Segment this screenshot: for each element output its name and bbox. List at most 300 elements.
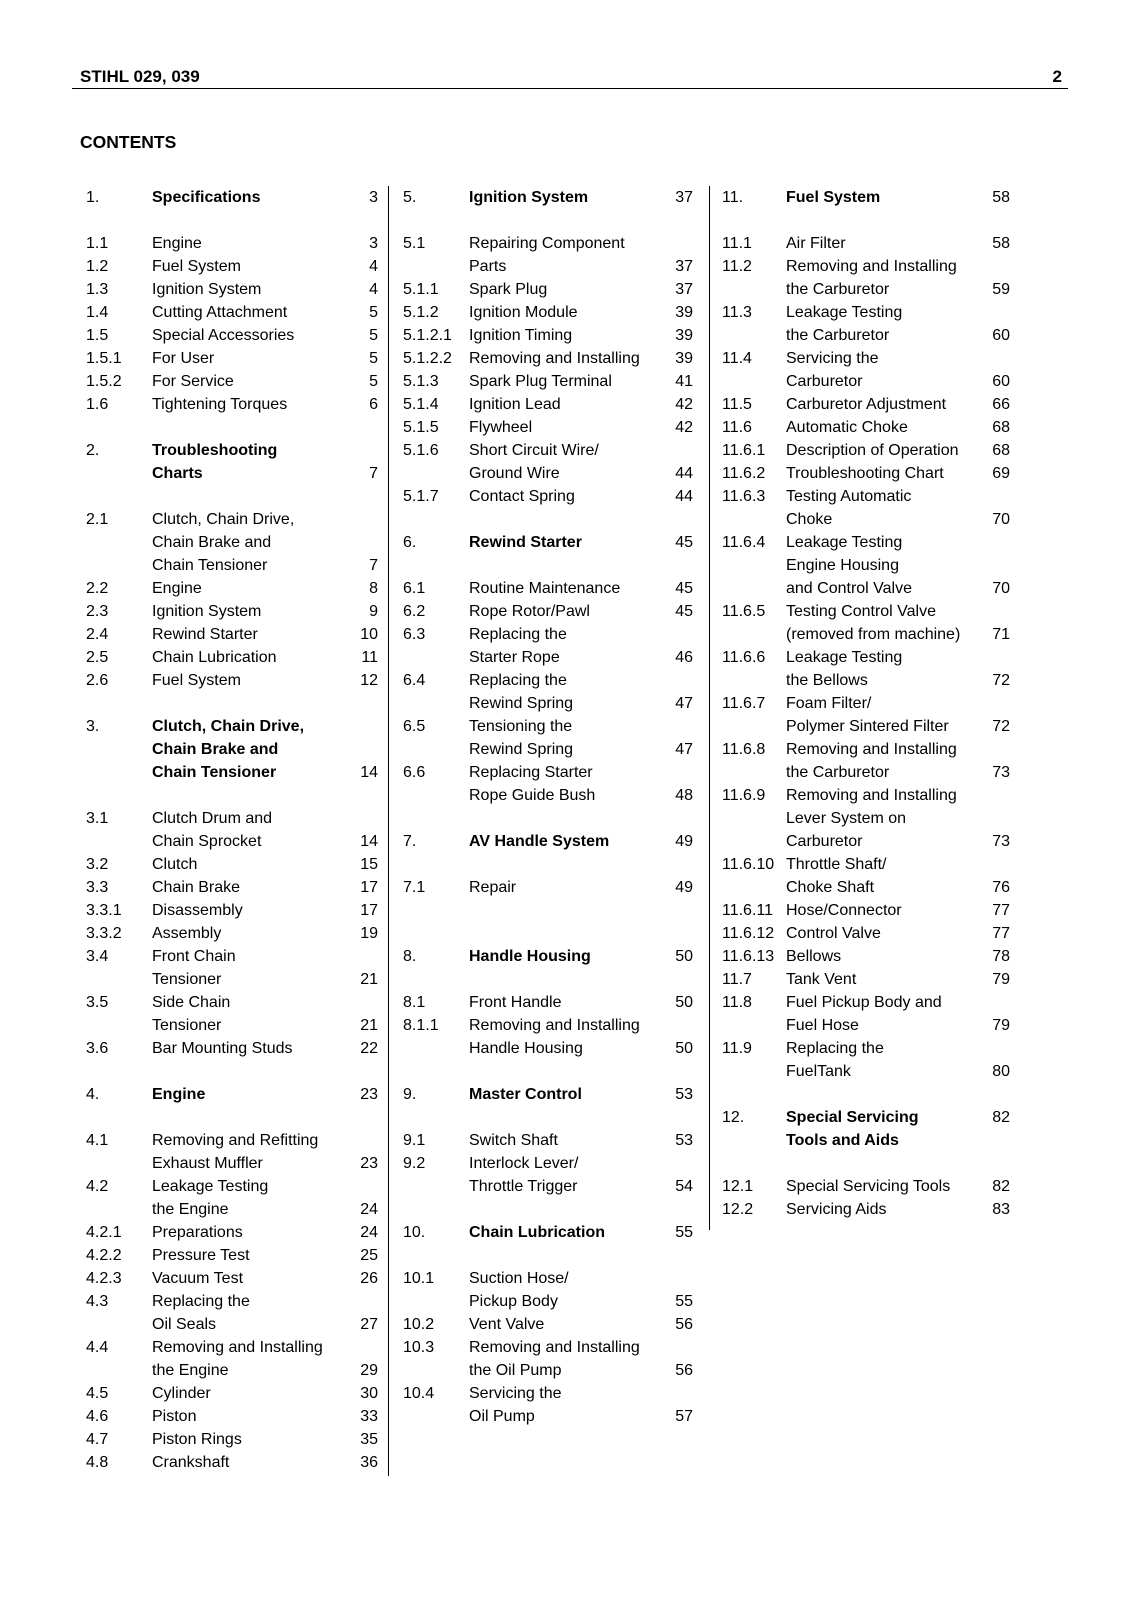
- section-title: Oil Seals: [152, 1316, 217, 1333]
- section-number: 3.4: [86, 948, 109, 965]
- toc-entry: [722, 715, 1010, 738]
- section-number: 4.4: [86, 1339, 109, 1356]
- toc-entry: [722, 462, 1010, 485]
- toc-entry: [722, 508, 1010, 531]
- section-title: Rewind Spring: [469, 741, 574, 758]
- page-ref: 17: [360, 879, 378, 896]
- toc-entry: [403, 1037, 693, 1060]
- section-title: Servicing the: [469, 1385, 562, 1402]
- toc-entry: [403, 876, 693, 899]
- page-ref: 79: [992, 1017, 1010, 1034]
- page-ref: 42: [675, 396, 693, 413]
- section-number: 3.: [86, 718, 100, 735]
- page-ref: 22: [360, 1040, 378, 1057]
- toc-entry: [403, 393, 693, 416]
- page-ref: 39: [675, 327, 693, 344]
- section-number: 11.7: [722, 971, 752, 988]
- toc-entry: [86, 1382, 378, 1405]
- section-title: Rewind Starter: [469, 534, 582, 551]
- section-number: 11.6.6: [722, 649, 766, 666]
- section-number: 11.6.8: [722, 741, 766, 758]
- toc-entry: [86, 1290, 378, 1313]
- section-number: 5.1.5: [403, 419, 439, 436]
- section-title: Hose/Connector: [786, 902, 902, 919]
- toc-entry: [403, 1129, 693, 1152]
- toc-entry: [86, 462, 378, 485]
- section-title: Replacing the: [152, 1293, 250, 1310]
- section-title: Assembly: [152, 925, 222, 942]
- page-ref: 5: [369, 327, 378, 344]
- page-ref: 70: [992, 511, 1010, 528]
- page-ref: 39: [675, 304, 693, 321]
- page-ref: 73: [992, 833, 1010, 850]
- toc-entry: [722, 186, 1010, 209]
- section-number: 2.1: [86, 511, 109, 528]
- section-title: Clutch, Chain Drive,: [152, 511, 295, 528]
- section-title: Disassembly: [152, 902, 243, 919]
- page-ref: 9: [369, 603, 378, 620]
- toc-entry: [403, 301, 693, 324]
- toc-entry: [403, 945, 693, 968]
- toc-entry: [722, 646, 1010, 669]
- toc-entry: [722, 853, 1010, 876]
- section-title: Suction Hose/: [469, 1270, 569, 1287]
- toc-entry: [722, 416, 1010, 439]
- toc-entry: [403, 255, 693, 278]
- section-title: Charts: [152, 465, 203, 482]
- toc-entry: [86, 1359, 378, 1382]
- toc-entry: [86, 1014, 378, 1037]
- document-title: STIHL 029, 039: [80, 67, 200, 86]
- toc-entry: [86, 853, 378, 876]
- toc-entry: [722, 347, 1010, 370]
- toc-entry: [722, 876, 1010, 899]
- page-ref: 58: [992, 235, 1010, 252]
- toc-entry: [403, 347, 693, 370]
- section-number: 12.1: [722, 1178, 754, 1195]
- page-ref: 7: [369, 557, 378, 574]
- toc-entry: [403, 830, 693, 853]
- toc-entry: [403, 600, 693, 623]
- toc-entry: [403, 1405, 693, 1428]
- toc-entry: [403, 462, 693, 485]
- toc-entry: [722, 600, 1010, 623]
- section-number: 11.6.4: [722, 534, 766, 551]
- toc-entry: [86, 1037, 378, 1060]
- toc-entry: [86, 393, 378, 416]
- page-ref: 70: [992, 580, 1010, 597]
- toc-entry: [86, 968, 378, 991]
- page-ref: 24: [360, 1224, 378, 1241]
- section-number: 8.1: [403, 994, 426, 1011]
- page-ref: 21: [360, 1017, 378, 1034]
- section-title: Servicing Aids: [786, 1201, 887, 1218]
- section-number: 6.2: [403, 603, 426, 620]
- toc-entry: [403, 715, 693, 738]
- page-ref: 4: [369, 281, 378, 298]
- page-ref: 68: [992, 419, 1010, 436]
- toc-entry: [403, 1152, 693, 1175]
- section-number: 9.1: [403, 1132, 426, 1149]
- section-number: 11.6.12: [722, 925, 775, 942]
- section-title: Chain Sprocket: [152, 833, 262, 850]
- toc-entry: [403, 186, 693, 209]
- toc-entry: [86, 1175, 378, 1198]
- section-title: Control Valve: [786, 925, 881, 942]
- page-ref: 3: [369, 189, 378, 206]
- section-title: Replacing the: [786, 1040, 884, 1057]
- page-ref: 23: [360, 1155, 378, 1172]
- toc-entry: [86, 577, 378, 600]
- section-number: 9.: [403, 1086, 417, 1103]
- section-number: 4.8: [86, 1454, 109, 1471]
- page-ref: 33: [360, 1408, 378, 1425]
- toc-entry: [403, 370, 693, 393]
- section-number: 4.6: [86, 1408, 109, 1425]
- section-number: 11.6.1: [722, 442, 766, 459]
- toc-entry: [722, 968, 1010, 991]
- page-ref: 57: [675, 1408, 693, 1425]
- page-ref: 35: [360, 1431, 378, 1448]
- toc-entry: [86, 899, 378, 922]
- section-number: 3.3: [86, 879, 109, 896]
- toc-entry: [403, 1014, 693, 1037]
- section-number: 6.: [403, 534, 417, 551]
- section-number: 11.6.10: [722, 856, 775, 873]
- section-number: 3.2: [86, 856, 109, 873]
- section-title: Front Handle: [469, 994, 562, 1011]
- section-title: Removing and Installing: [786, 741, 957, 758]
- section-title: Rewind Starter: [152, 626, 258, 643]
- toc-entry: [403, 1175, 693, 1198]
- section-number: 4.7: [86, 1431, 109, 1448]
- toc-entry: [86, 324, 378, 347]
- section-number: 2.6: [86, 672, 109, 689]
- section-title: For Service: [152, 373, 234, 390]
- page-ref: 5: [369, 373, 378, 390]
- page-ref: 55: [675, 1293, 693, 1310]
- page-ref: 47: [675, 741, 693, 758]
- page-ref: 14: [360, 833, 378, 850]
- toc-entry: [86, 761, 378, 784]
- section-number: 7.: [403, 833, 417, 850]
- toc-entry: [86, 1152, 378, 1175]
- column-divider: [388, 186, 389, 1476]
- page-ref: 6: [369, 396, 378, 413]
- section-number: 3.1: [86, 810, 109, 827]
- section-title: Ignition System: [469, 189, 589, 206]
- section-title: Specifications: [152, 189, 261, 206]
- toc-entry: [403, 1290, 693, 1313]
- section-number: 5.1.2.2: [403, 350, 452, 367]
- page-ref: 45: [675, 534, 693, 551]
- section-number: 11.2: [722, 258, 752, 275]
- section-title: Piston: [152, 1408, 197, 1425]
- page-ref: 17: [360, 902, 378, 919]
- page-ref: 24: [360, 1201, 378, 1218]
- toc-entry: [722, 1198, 1010, 1221]
- section-title: Chain Brake and: [152, 534, 272, 551]
- section-title: Bar Mounting Studs: [152, 1040, 293, 1057]
- toc-entry: [86, 1405, 378, 1428]
- section-title: (removed from machine): [786, 626, 961, 643]
- section-number: 8.: [403, 948, 417, 965]
- section-title: the Engine: [152, 1362, 229, 1379]
- page-ref: 66: [992, 396, 1010, 413]
- section-title: Clutch Drum and: [152, 810, 273, 827]
- page-ref: 3: [369, 235, 378, 252]
- page-ref: 11: [361, 649, 378, 666]
- page-ref: 10: [360, 626, 378, 643]
- section-number: 8.1.1: [403, 1017, 439, 1034]
- section-title: Leakage Testing: [786, 649, 903, 666]
- section-number: 3.6: [86, 1040, 109, 1057]
- toc-entry: [403, 439, 693, 462]
- page-ref: 8: [369, 580, 378, 597]
- section-title: the Carburetor: [786, 327, 890, 344]
- section-number: 10.2: [403, 1316, 435, 1333]
- section-title: Carburetor: [786, 373, 863, 390]
- section-title: Fuel System: [786, 189, 881, 206]
- section-title: Description of Operation: [786, 442, 959, 459]
- toc-entry: [722, 807, 1010, 830]
- toc-entry: [722, 393, 1010, 416]
- section-number: 4.2: [86, 1178, 109, 1195]
- toc-entry: [722, 370, 1010, 393]
- section-number: 5.1.7: [403, 488, 439, 505]
- section-title: Rope Guide Bush: [469, 787, 596, 804]
- page-ref: 80: [992, 1063, 1010, 1080]
- section-title: Rope Rotor/Pawl: [469, 603, 590, 620]
- section-number: 11.3: [722, 304, 752, 321]
- section-number: 5.1.6: [403, 442, 439, 459]
- section-title: Leakage Testing: [152, 1178, 269, 1195]
- toc-entry: [86, 439, 378, 462]
- section-title: Ignition Timing: [469, 327, 573, 344]
- toc-entry: [403, 1083, 693, 1106]
- toc-entry: [86, 554, 378, 577]
- toc-entry: [722, 1129, 1010, 1152]
- section-title: Testing Control Valve: [786, 603, 936, 620]
- page-ref: 58: [992, 189, 1010, 206]
- page-ref: 49: [675, 833, 693, 850]
- page-ref: 53: [675, 1086, 693, 1103]
- section-number: 6.4: [403, 672, 426, 689]
- section-number: 4.3: [86, 1293, 109, 1310]
- toc-entry: [403, 278, 693, 301]
- section-title: Automatic Choke: [786, 419, 908, 436]
- section-title: For User: [152, 350, 215, 367]
- section-title: Removing and Installing: [152, 1339, 323, 1356]
- section-number: 1.6: [86, 396, 109, 413]
- section-title: Tightening Torques: [152, 396, 288, 413]
- section-title: Pickup Body: [469, 1293, 558, 1310]
- section-title: FuelTank: [786, 1063, 851, 1080]
- page-ref: 12: [360, 672, 378, 689]
- section-title: Leakage Testing: [786, 534, 903, 551]
- section-title: Short Circuit Wire/: [469, 442, 599, 459]
- toc-entry: [722, 669, 1010, 692]
- toc-entry: [86, 508, 378, 531]
- section-title: Vacuum Test: [152, 1270, 244, 1287]
- section-title: Chain Tensioner: [152, 764, 277, 781]
- section-title: Engine: [152, 1086, 206, 1103]
- page-ref: 44: [675, 465, 693, 482]
- section-number: 6.6: [403, 764, 426, 781]
- section-title: Front Chain: [152, 948, 236, 965]
- section-title: Repairing Component: [469, 235, 625, 252]
- toc-entry: [403, 416, 693, 439]
- page-ref: 77: [992, 925, 1010, 942]
- section-title: Carburetor Adjustment: [786, 396, 947, 413]
- toc-entry: [722, 439, 1010, 462]
- toc-entry: [86, 1267, 378, 1290]
- section-number: 5.: [403, 189, 417, 206]
- section-title: the Engine: [152, 1201, 229, 1218]
- section-number: 11.6.13: [722, 948, 775, 965]
- section-title: Crankshaft: [152, 1454, 230, 1471]
- section-title: Removing and Installing: [469, 350, 640, 367]
- section-title: Fuel System: [152, 258, 241, 275]
- section-title: Servicing the: [786, 350, 879, 367]
- section-title: Ignition Lead: [469, 396, 561, 413]
- toc-entry: [403, 1336, 693, 1359]
- page-ref: 78: [992, 948, 1010, 965]
- toc-entry: [86, 370, 378, 393]
- section-title: Clutch: [152, 856, 198, 873]
- toc-entry: [722, 738, 1010, 761]
- section-title: Engine Housing: [786, 557, 899, 574]
- page-ref: 56: [675, 1362, 693, 1379]
- toc-entry: [86, 807, 378, 830]
- section-title: Preparations: [152, 1224, 243, 1241]
- section-title: Replacing the: [469, 626, 567, 643]
- toc-entry: [86, 278, 378, 301]
- contents-heading: CONTENTS: [80, 132, 177, 152]
- section-number: 12.2: [722, 1201, 754, 1218]
- section-title: Throttle Shaft/: [786, 856, 887, 873]
- toc-entry: [722, 623, 1010, 646]
- section-number: 11.6.9: [722, 787, 766, 804]
- section-number: 1.5: [86, 327, 109, 344]
- section-number: 7.1: [403, 879, 426, 896]
- section-number: 3.3.2: [86, 925, 122, 942]
- page-ref: 14: [360, 764, 378, 781]
- section-title: the Bellows: [786, 672, 868, 689]
- toc-entry: [86, 715, 378, 738]
- section-title: Removing and Refitting: [152, 1132, 319, 1149]
- section-number: 2.3: [86, 603, 109, 620]
- toc-entry: [403, 646, 693, 669]
- toc-entry: [722, 784, 1010, 807]
- section-number: 11.9: [722, 1040, 752, 1057]
- section-number: 5.1.2.1: [403, 327, 452, 344]
- page-ref: 54: [675, 1178, 693, 1195]
- toc-entry: [86, 830, 378, 853]
- toc-entry: [86, 646, 378, 669]
- section-title: Choke: [786, 511, 833, 528]
- page-ref: 23: [360, 1086, 378, 1103]
- section-title: Fuel Hose: [786, 1017, 859, 1034]
- section-title: Removing and Installing: [469, 1017, 640, 1034]
- column-divider: [709, 186, 710, 1230]
- section-number: 5.1.2: [403, 304, 439, 321]
- toc-entry: [722, 692, 1010, 715]
- toc-entry: [86, 1313, 378, 1336]
- section-number: 3.3.1: [86, 902, 122, 919]
- toc-entry: [86, 1221, 378, 1244]
- section-number: 11.8: [722, 994, 752, 1011]
- page-ref: 37: [675, 189, 693, 206]
- section-number: 10.: [403, 1224, 426, 1241]
- page-ref: 49: [675, 879, 693, 896]
- page-ref: 79: [992, 971, 1010, 988]
- page-ref: 37: [675, 281, 693, 298]
- section-title: Interlock Lever/: [469, 1155, 579, 1172]
- section-number: 11.6.5: [722, 603, 766, 620]
- page-ref: 47: [675, 695, 693, 712]
- page-ref: 25: [360, 1247, 378, 1264]
- toc-entry: [722, 899, 1010, 922]
- toc-entry: [403, 485, 693, 508]
- toc-entry: [722, 531, 1010, 554]
- page-ref: 21: [360, 971, 378, 988]
- section-title: Piston Rings: [152, 1431, 242, 1448]
- section-title: Special Servicing: [786, 1109, 919, 1126]
- toc-entry: [86, 1451, 378, 1474]
- section-title: Oil Pump: [469, 1408, 535, 1425]
- toc-entry: [403, 784, 693, 807]
- page-ref: 44: [675, 488, 693, 505]
- toc-entry: [86, 232, 378, 255]
- toc-entry: [403, 232, 693, 255]
- section-title: Repair: [469, 879, 517, 896]
- toc-entry: [86, 1244, 378, 1267]
- toc-entry: [86, 1428, 378, 1451]
- page-ref: 7: [369, 465, 378, 482]
- toc-entry: [403, 991, 693, 1014]
- page-number: 2: [1052, 67, 1062, 86]
- toc-entry: [722, 301, 1010, 324]
- toc-entry: [403, 623, 693, 646]
- toc-entry: [86, 1083, 378, 1106]
- section-title: Handle Housing: [469, 948, 591, 965]
- toc-entry: [403, 1359, 693, 1382]
- section-title: Tools and Aids: [786, 1132, 899, 1149]
- page-ref: 73: [992, 764, 1010, 781]
- section-number: 11.: [722, 189, 744, 206]
- toc-entry: [722, 485, 1010, 508]
- toc-entry: [722, 830, 1010, 853]
- toc-entry: [86, 1129, 378, 1152]
- section-title: Special Accessories: [152, 327, 295, 344]
- section-title: Removing and Installing: [786, 787, 957, 804]
- toc-entry: [86, 600, 378, 623]
- section-number: 4.: [86, 1086, 100, 1103]
- section-title: Replacing the: [469, 672, 567, 689]
- section-title: Carburetor: [786, 833, 863, 850]
- section-number: 5.1.4: [403, 396, 439, 413]
- page-ref: 83: [992, 1201, 1010, 1218]
- page-ref: 68: [992, 442, 1010, 459]
- toc-entry: [86, 922, 378, 945]
- section-number: 11.1: [722, 235, 752, 252]
- page-ref: 19: [360, 925, 378, 942]
- section-number: 11.5: [722, 396, 752, 413]
- page-ref: 60: [992, 373, 1010, 390]
- toc-entry: [86, 1198, 378, 1221]
- section-title: Troubleshooting Chart: [786, 465, 944, 482]
